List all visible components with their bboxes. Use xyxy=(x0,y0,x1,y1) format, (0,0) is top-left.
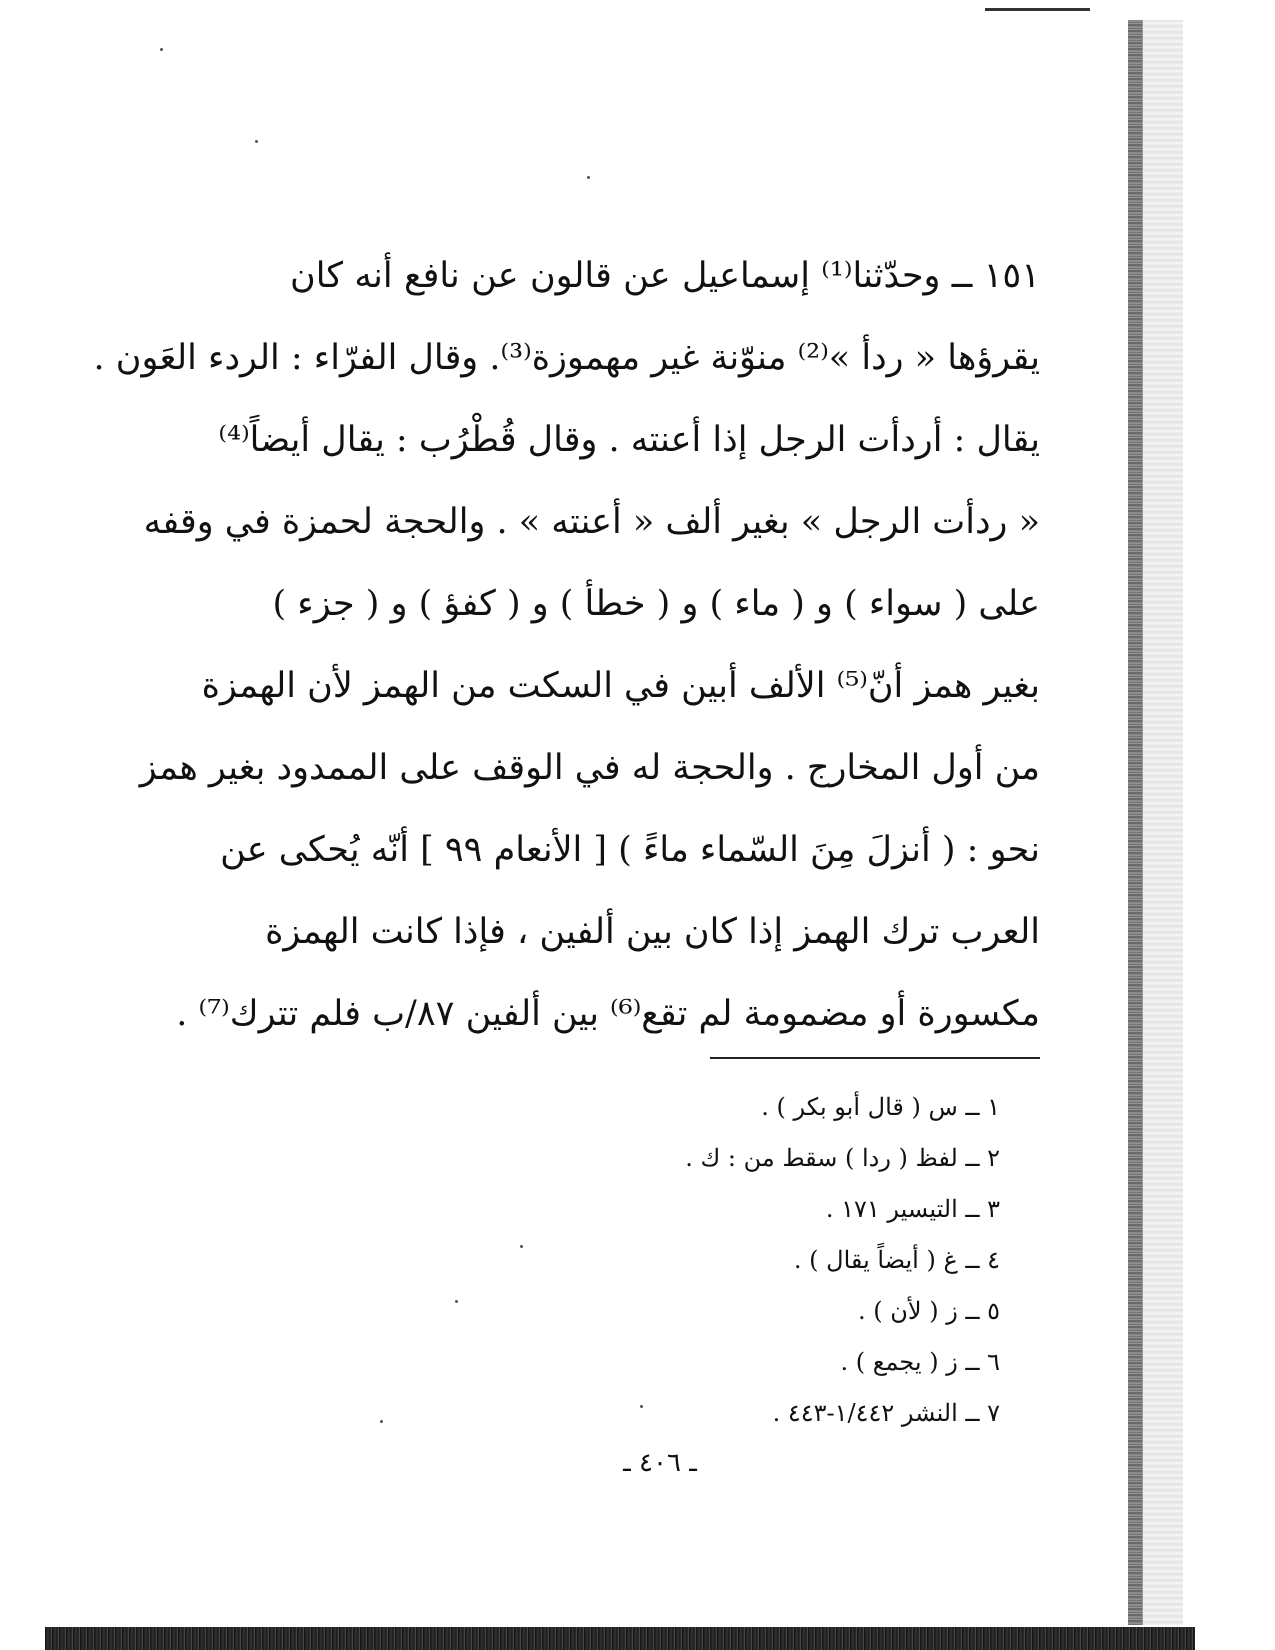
body-line: بغير همز أنّ⁽⁵⁾ الألف أبين في السكت من الهمز لأن الهمزة xyxy=(201,666,1040,706)
scan-speck xyxy=(520,1245,523,1248)
scan-speck xyxy=(380,1420,383,1423)
body-line: مكسورة أو مضمومة لم تقع⁽⁶⁾ بين ألفين ٨٧/ب فلم تترك⁽⁷⁾ . xyxy=(176,994,1040,1034)
scan-speck xyxy=(255,140,258,143)
footnote: ٧ ــ النشر ١/٤٤٢-٤٤٣ . xyxy=(772,1399,1000,1427)
top-rule xyxy=(985,8,1090,11)
scan-bottom-border xyxy=(45,1627,1195,1650)
footnote: ٢ ــ لفظ ( ردا ) سقط من : ك . xyxy=(685,1144,1000,1172)
footnote: ٦ ــ ز ( يجمع ) . xyxy=(840,1348,1000,1376)
body-line: من أول المخارج . والحجة له في الوقف على الممدود بغير همز xyxy=(139,748,1040,788)
book-spine-edge xyxy=(1128,20,1142,1625)
body-line: على ( سواء ) و ( ماء ) و ( خطأ ) و ( كفؤ ) و ( جزء ) xyxy=(272,584,1040,624)
body-line: « ردأت الرجل » بغير ألف « أعنته » . والحجة لحمزة في وقفه xyxy=(143,502,1040,542)
page-stack-edge xyxy=(1142,20,1183,1625)
scan-speck xyxy=(640,1405,643,1408)
footnotes xyxy=(600,1082,1000,1439)
body-line: ١٥١ ــ وحدّثنا⁽¹⁾ إسماعيل عن قالون عن نافع أنه كان xyxy=(290,256,1041,296)
main-text-block xyxy=(93,235,1041,1055)
footnote: ٥ ــ ز ( لأن ) . xyxy=(858,1297,1000,1325)
body-line: نحو : ( أنزلَ مِنَ السّماء ماءً ) [ الأنعام ٩٩ ] أنّه يُحكى عن xyxy=(220,830,1040,870)
page-number: ـ ٤٠٦ ـ xyxy=(623,1448,697,1478)
footnote: ٣ ــ التيسير ١٧١ . xyxy=(825,1195,1000,1223)
body-line: يقال : أردأت الرجل إذا أعنته . وقال قُطْرُب : يقال أيضاً⁽⁴⁾ xyxy=(218,420,1040,460)
body-line: العرب ترك الهمز إذا كان بين ألفين ، فإذا كانت الهمزة xyxy=(265,912,1040,952)
footnote: ١ ــ س ( قال أبو بكر ) . xyxy=(761,1093,1000,1121)
body-line: يقرؤها « ردأ »⁽²⁾ منوّنة غير مهموزة⁽³⁾. وقال الفرّاء : الردء العَون . xyxy=(93,338,1040,378)
scan-speck xyxy=(160,48,163,51)
scan-speck xyxy=(587,176,590,179)
footnote-separator xyxy=(710,1057,1040,1059)
scan-speck xyxy=(455,1300,458,1303)
footnote: ٤ ــ غ ( أيضاً يقال ) . xyxy=(793,1246,1000,1274)
